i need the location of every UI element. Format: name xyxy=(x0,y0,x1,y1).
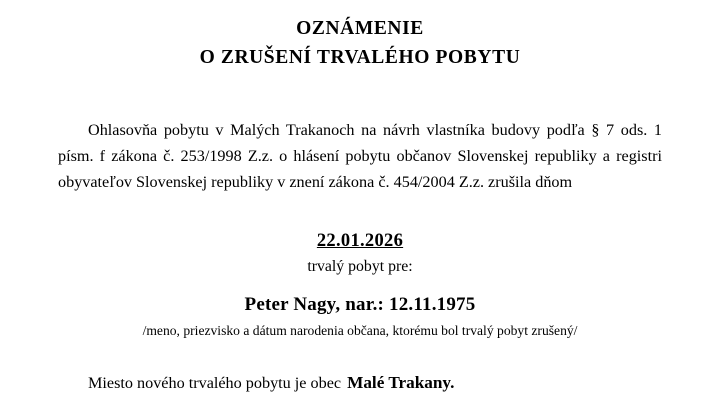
page-title xyxy=(58,16,662,72)
new-residence-municipality: Malé Trakany. xyxy=(347,373,455,393)
legal-paragraph: Ohlasovňa pobytu v Malých Trakanoch na návrh vlastníka budovy podľa § 7 ods. 1 písm. f zákona č. 253/1998 Z.z. o hlásení pobytu občanov Slovenskej republiky a registri obyvateľov Slovenskej republiky v znení zákona č. 454/2004 Z.z. zrušila dňom xyxy=(58,120,662,192)
new-residence-line xyxy=(58,373,662,393)
person-name-note: /meno, priezvisko a dátum narodenia občana, ktorému bol trvalý pobyt zrušený/ xyxy=(142,323,578,339)
cancellation-date-block xyxy=(58,231,662,276)
new-residence-label: Miesto nového trvalého pobytu je obec xyxy=(88,374,342,393)
title-line-1: OZNÁMENIE xyxy=(296,18,424,39)
title-line-2: O ZRUŠENÍ TRVALÉHO POBYTU xyxy=(199,47,521,69)
cancellation-date: 22.01.2026 xyxy=(316,231,404,252)
person-name: Peter Nagy, nar.: 12.11.1975 xyxy=(244,294,476,316)
cancellation-date-caption: trvalý pobyt pre: xyxy=(307,258,413,276)
person-block xyxy=(58,294,662,339)
